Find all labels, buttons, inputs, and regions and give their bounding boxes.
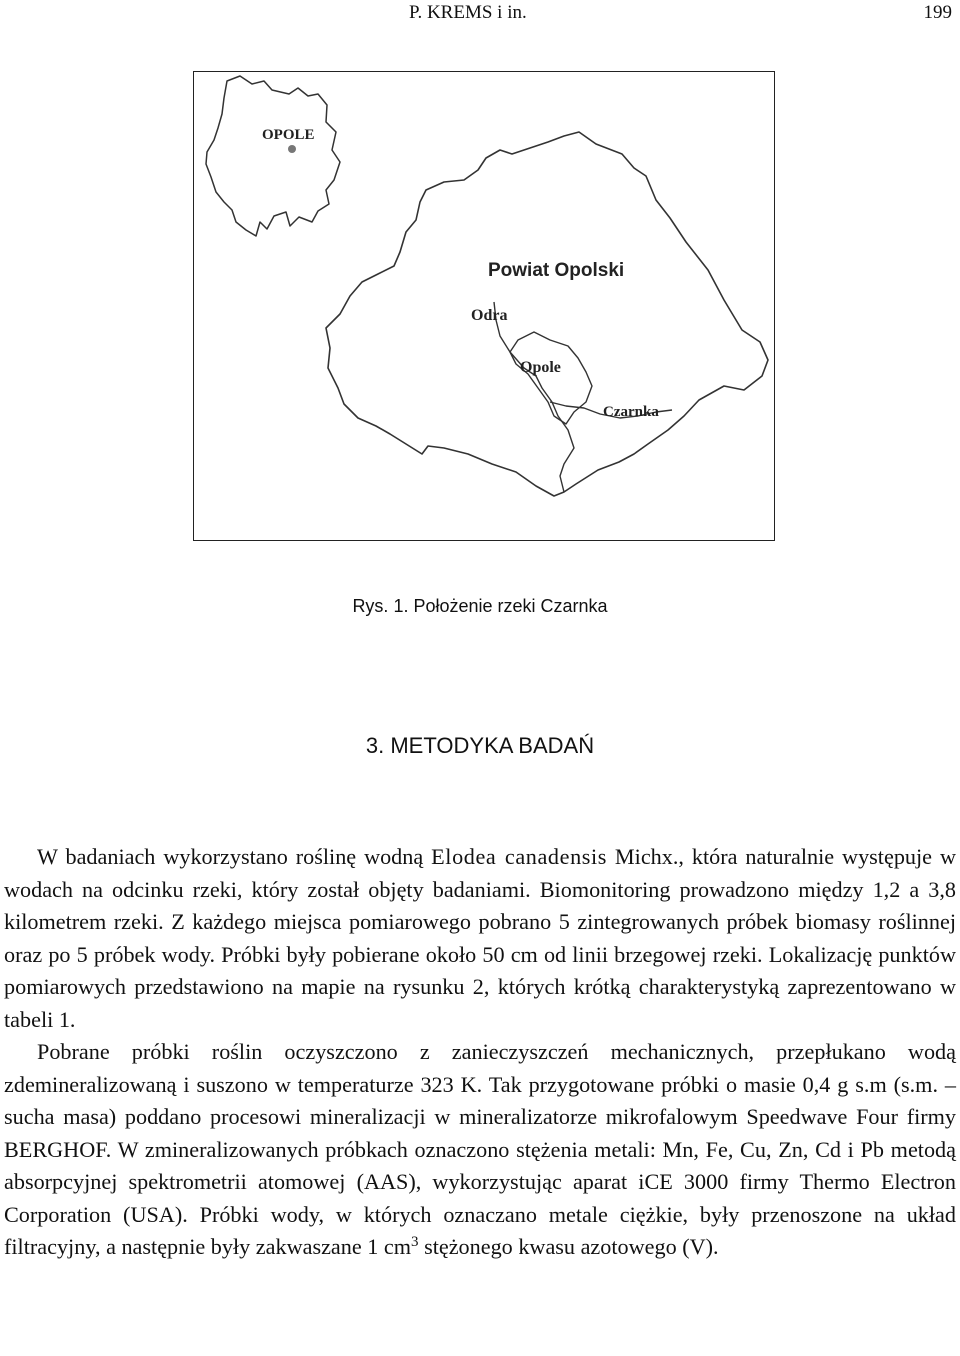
odra-label: Odra	[471, 307, 508, 324]
inset-opole-label: OPOLE	[262, 127, 315, 143]
superscript-3: 3	[411, 1234, 419, 1250]
running-head-authors: P. KREMS i in.	[409, 2, 527, 23]
county-label: Powiat Opolski	[488, 260, 625, 281]
county-outline	[326, 132, 768, 496]
inset-opole-dot	[288, 145, 296, 153]
map-svg	[194, 72, 776, 542]
czarnka-label: Czarnka	[603, 404, 659, 420]
figure-caption: Rys. 1. Położenie rzeki Czarnka	[352, 596, 608, 616]
section-heading: 3. METODYKA BADAŃ	[365, 733, 595, 758]
page-number: 199	[923, 2, 952, 23]
figure-map	[193, 71, 775, 541]
p2-text-2: stężonego kwasu azotowego (V).	[418, 1234, 719, 1259]
paragraph-2	[4, 1036, 956, 1264]
inset-voivodeship-outline	[206, 76, 340, 236]
p1-text-1: W badaniach wykorzystano roślinę wodną	[37, 844, 432, 869]
paragraph-1	[4, 841, 956, 1036]
body-text	[4, 841, 956, 1264]
species-name: Elodea canadensis	[431, 844, 607, 869]
p2-text-1: Pobrane próbki roślin oczyszczono z zanieczyszczeń mechanicznych, przepłukano wodą zdemineralizowaną i suszono w temperaturze 323 K. Tak przygotowane próbki o masie 0,4 g s.m (s.m. – sucha masa) poddano procesowi mineralizacji w mineralizatorze mikrofalowym Speedwave Four firmy BERGHOF. W zmineralizowanych próbkach oznaczono stężenia metali: Mn, Fe, Cu, Zn, Cd i Pb metodą absorpcyjnej spektrometrii atomowej (AAS), wykorzystując aparat iCE 3000 firmy Thermo Electron Corporation (USA). Próbki wody, w których oznaczano metale ciężkie, były przenoszone na układ filtracyjny, a następnie były zakwaszane 1 cm	[4, 1039, 956, 1259]
p1-text-2: Michx., która naturalnie występuje w wodach na odcinku rzeki, który został objęty badaniami. Biomonitoring prowadzono między 1,2 a 3,8 kilometrem rzeki. Z każdego miejsca pomiarowego pobrano 5 zintegrowanych próbek biomasy roślinnej oraz po 5 próbek wody. Próbki były pobierane około 50 cm od linii brzegowej rzeki. Lokalizację punktów pomiarowych przedstawiono na mapie na rysunku 2, których krótką charakterystyką zaprezentowano w tabeli 1.	[4, 844, 956, 1032]
running-head	[0, 2, 960, 26]
opole-label: Opole	[520, 359, 561, 376]
